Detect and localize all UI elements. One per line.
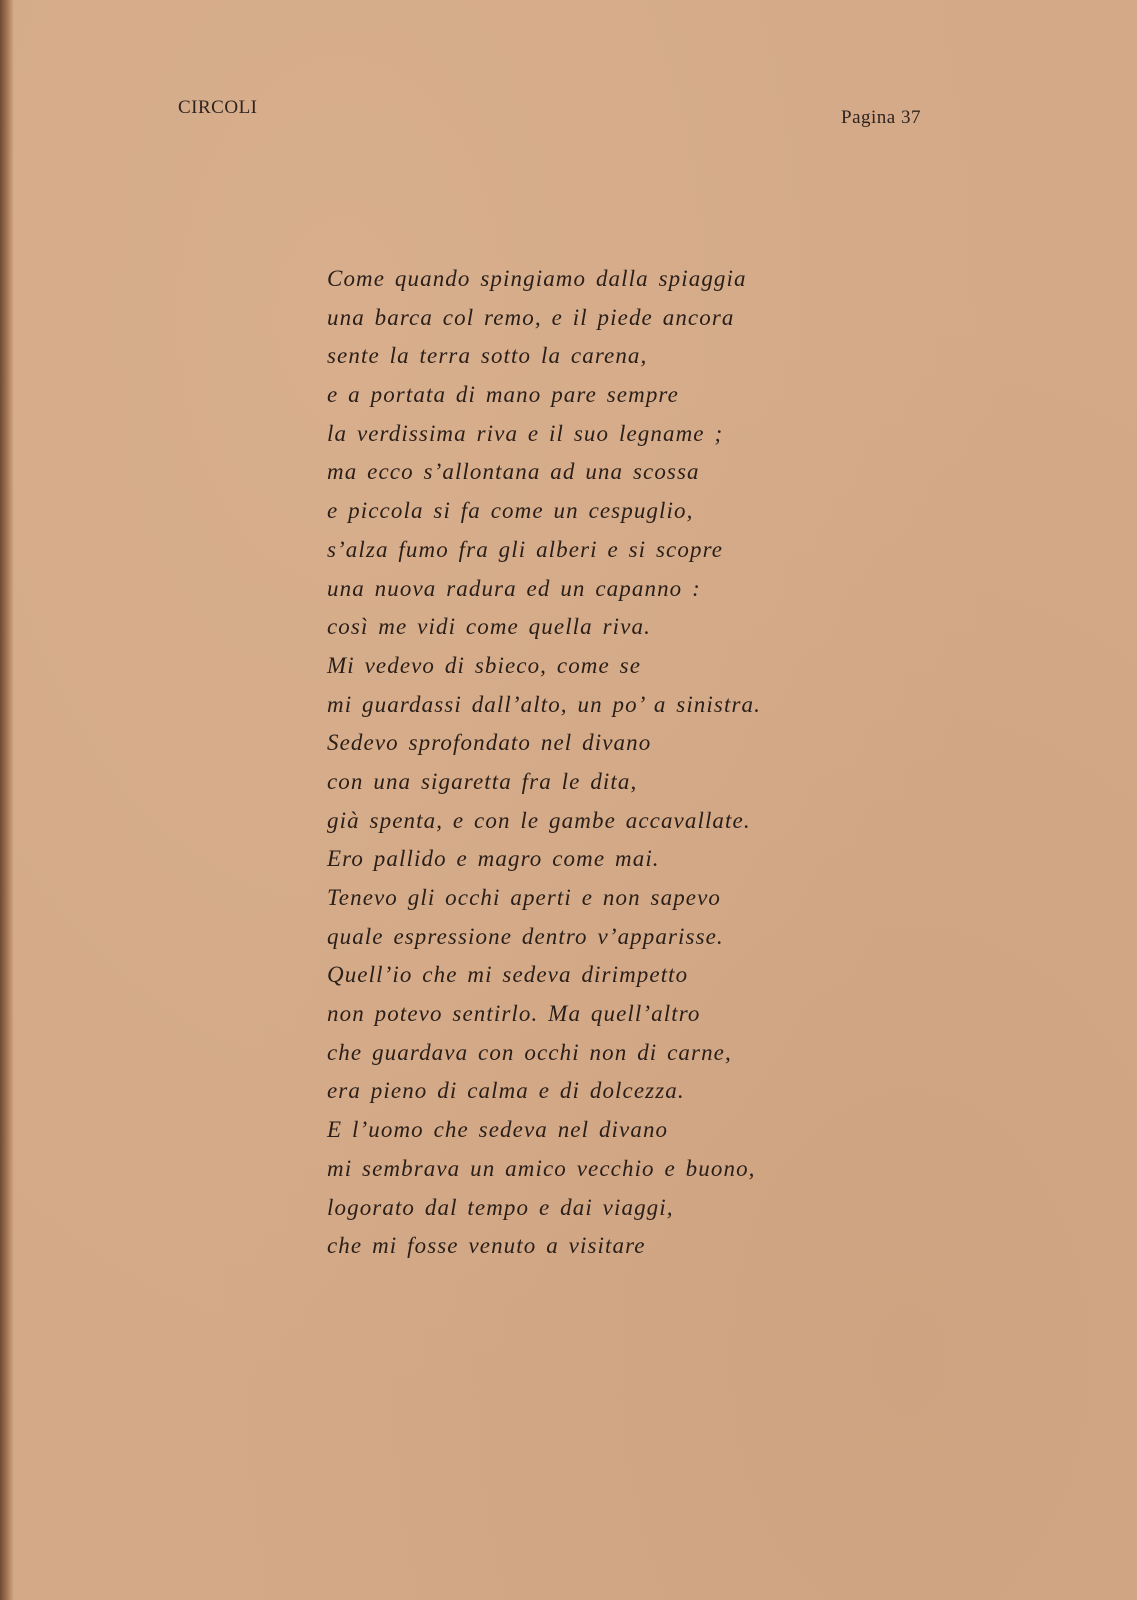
poem-line: E l’uomo che sedeva nel divano [327, 1117, 669, 1143]
poem-line: che mi fosse venuto a visitare [327, 1233, 646, 1259]
poem-line: e piccola si fa come un cespuglio, [327, 498, 694, 524]
poem-line: Quell’io che mi sedeva dirimpetto [327, 962, 689, 988]
poem-line: Tenevo gli occhi aperti e non sapevo [327, 885, 722, 910]
poem-line: s’alza fumo fra gli alberi e si scopre [327, 536, 724, 562]
poem-line: già spenta, e con le gambe accavallate. [327, 807, 751, 833]
poem-line: con una sigaretta fra le dita, [327, 768, 638, 794]
poem-line: quale espressione dentro v’apparisse. [327, 923, 724, 949]
page-binding-edge [0, 0, 14, 1600]
poem-line: mi sembrava un amico vecchio e buono, [327, 1155, 756, 1181]
poem-line: una nuova radura ed un capanno : [327, 575, 701, 601]
poem-line: era pieno di calma e di dolcezza. [327, 1078, 685, 1104]
poem-line: e a portata di mano pare sempre [327, 382, 679, 408]
poem-line: che guardava con occhi non di carne, [327, 1039, 732, 1065]
poem-body [327, 260, 887, 1266]
poem-line: la verdissima riva e il suo legname ; [327, 420, 724, 446]
poem-line: ma ecco s’allontana ad una scossa [327, 459, 700, 485]
poem-line: Sedevo sprofondato nel divano [327, 730, 652, 756]
running-head: CIRCOLI [178, 97, 258, 118]
poem-line: logorato dal tempo e dai viaggi, [327, 1194, 674, 1220]
poem-line: così me vidi come quella riva. [327, 614, 651, 640]
poem-line: Mi vedevo di sbieco, come se [327, 652, 642, 678]
page-number: Pagina 37 [841, 107, 921, 128]
poem-line: non potevo sentirlo. Ma quell’altro [327, 1001, 701, 1027]
poem-line: mi guardassi dall’alto, un po’ a sinistra. [327, 691, 761, 717]
poem-line: sente la terra sotto la carena, [327, 343, 648, 369]
poem-line: Ero pallido e magro come mai. [327, 846, 660, 872]
poem-line: Come quando spingiamo dalla spiaggia [327, 266, 747, 291]
poem-line: una barca col remo, e il piede ancora [327, 304, 735, 330]
